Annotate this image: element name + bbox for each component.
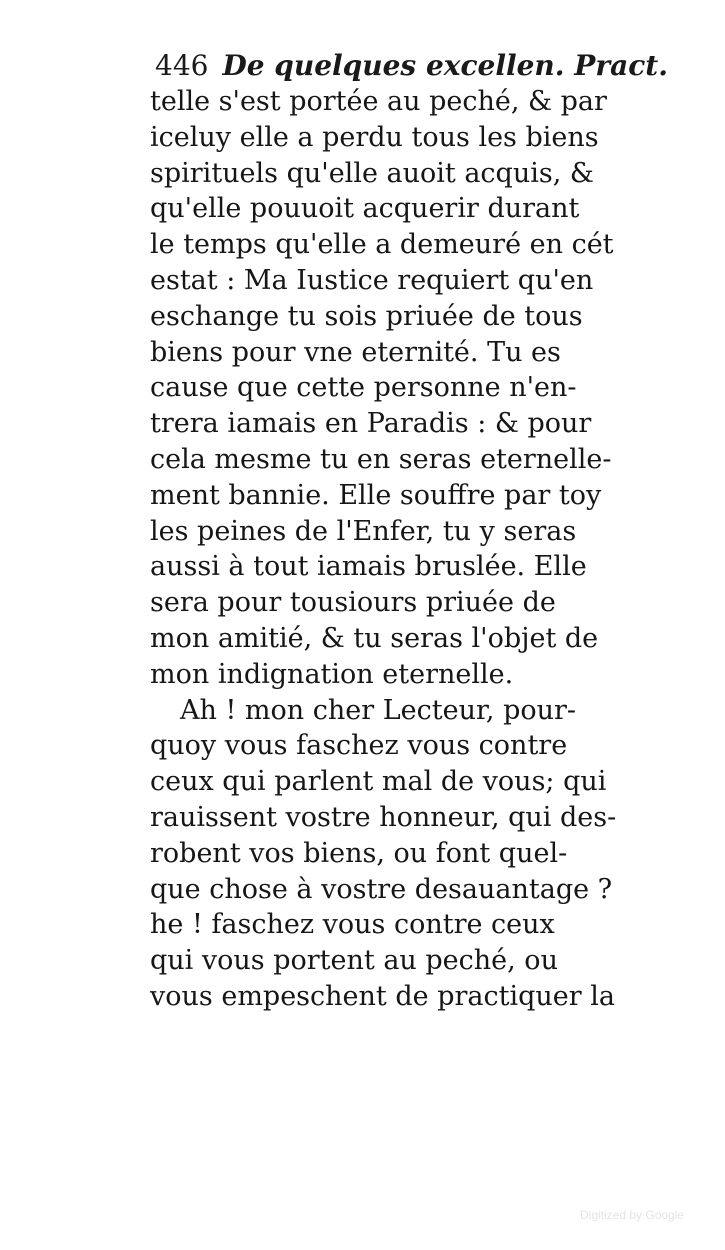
text-line: spirituels qu'elle auoit acquis, &	[150, 157, 594, 189]
text-line: sera pour tousiours priuée de	[150, 587, 556, 619]
running-title: De quelques excellen. Pract.	[222, 49, 668, 82]
text-line: les peines de l'Enfer, tu y seras	[150, 515, 577, 547]
text-line: iceluy elle a perdu tous les biens	[150, 121, 599, 153]
text-line: qui vous portent au peché, ou	[150, 945, 558, 977]
text-line: trera iamais en Paradis : & pour	[150, 408, 592, 440]
page-number: 446	[155, 49, 209, 82]
text-line: mon indignation eternelle.	[150, 658, 514, 690]
text-line: le temps qu'elle a demeuré en cét	[150, 229, 614, 261]
text-line: telle s'est portée au peché, & par	[150, 86, 607, 117]
text-line: ceux qui parlent mal de vous; qui	[150, 766, 607, 798]
body-text	[150, 84, 635, 1015]
text-line: que chose à vostre desauantage ?	[150, 873, 613, 905]
scan-watermark: Digitized by Google	[580, 1208, 685, 1222]
text-line: biens pour vne eternité. Tu es	[150, 336, 561, 368]
text-line: ment bannie. Elle souffre par toy	[150, 479, 602, 511]
text-line: eschange tu sois priuée de tous	[150, 300, 583, 332]
text-line: aussi à tout iamais bruslée. Elle	[150, 551, 587, 583]
text-line: cause que cette personne n'en-	[150, 372, 577, 404]
text-line: robent vos biens, ou font quel-	[150, 837, 568, 869]
text-line: mon amitié, & tu seras l'objet de	[150, 622, 599, 654]
text-line: estat : Ma Iustice requiert qu'en	[150, 264, 594, 296]
paragraph-start-line: Ah ! mon cher Lecteur, pour-	[180, 694, 577, 726]
page-header	[155, 46, 668, 86]
text-line: qu'elle pouuoit acquerir durant	[150, 193, 580, 225]
text-line: he ! faschez vous contre ceux	[150, 909, 555, 941]
text-line: vous empeschent de practiquer la	[150, 980, 615, 1012]
text-line: rauissent vostre honneur, qui des-	[150, 801, 617, 833]
text-line: quoy vous faschez vous contre	[150, 730, 568, 762]
text-line: cela mesme tu en seras eternelle-	[150, 443, 612, 475]
